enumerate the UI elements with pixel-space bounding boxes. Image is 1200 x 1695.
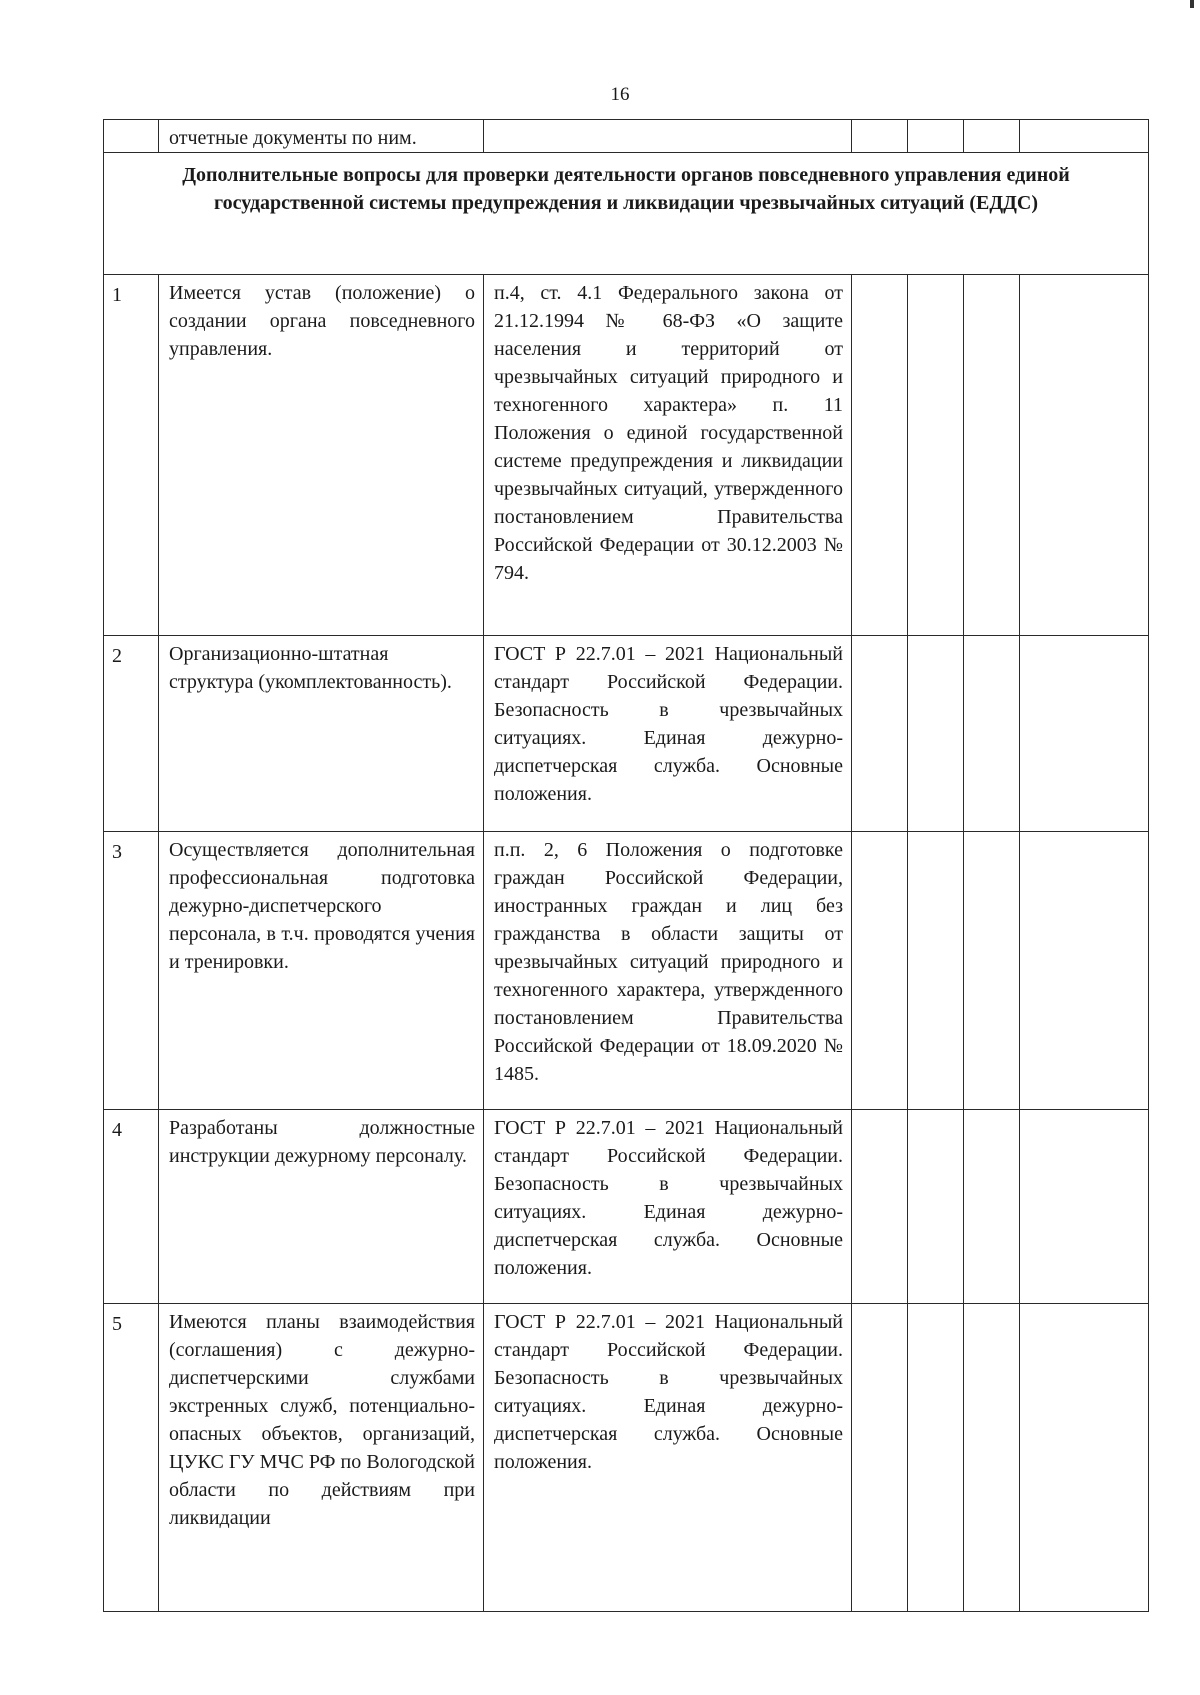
cell-no bbox=[908, 832, 964, 1110]
cell-num bbox=[104, 120, 159, 153]
row-number: 5 bbox=[104, 1304, 159, 1612]
row-number: 2 bbox=[104, 636, 159, 832]
question-text: Разработаны должностные инструкции дежурному персоналу. bbox=[159, 1110, 484, 1304]
cell-na bbox=[964, 832, 1020, 1110]
table-row bbox=[104, 1304, 1149, 1612]
cell-notes bbox=[1020, 120, 1149, 153]
legal-reference: п.4, ст. 4.1 Федерального закона от 21.12.1994 № 68-ФЗ «О защите населения и территорий от чрезвычайных ситуаций природного и техногенного характера» п. 11 Положения о единой государственной системе предупреждения и ликвидации чрезвычайных ситуаций, утвержденного постановлением Правительства Российской Федерации от 30.12.2003 № 794. bbox=[484, 275, 852, 636]
cell-na bbox=[964, 275, 1020, 636]
section-heading-row bbox=[104, 153, 1149, 275]
cell-no bbox=[908, 120, 964, 153]
cell-notes bbox=[1020, 275, 1149, 636]
cell-yes bbox=[852, 1110, 908, 1304]
cell-notes bbox=[1020, 1110, 1149, 1304]
cell-no bbox=[908, 1304, 964, 1612]
question-continuation: отчетные документы по ним. bbox=[159, 120, 484, 153]
cell-yes bbox=[852, 832, 908, 1110]
question-text: Имеются планы взаимодействия (соглашения) с дежурно-диспетчерскими службами экстренных служб, потенциально-опасных объектов, организаций, ЦУКС ГУ МЧС РФ по Вологодской области по действиям при ликвидации bbox=[159, 1304, 484, 1612]
cell-notes bbox=[1020, 832, 1149, 1110]
legal-reference: ГОСТ Р 22.7.01 – 2021 Национальный стандарт Российской Федерации. Безопасность в чрезвычайных ситуациях. Единая дежурно-диспетчерская служба. Основные положения. bbox=[484, 1304, 852, 1612]
table-row bbox=[104, 1110, 1149, 1304]
cell-na bbox=[964, 120, 1020, 153]
cell-yes bbox=[852, 636, 908, 832]
cell-na bbox=[964, 1304, 1020, 1612]
row-number: 4 bbox=[104, 1110, 159, 1304]
legal-reference: п.п. 2, 6 Положения о подготовке граждан Российской Федерации, иностранных граждан и лиц без гражданства в области защиты от чрезвычайных ситуаций природного и техногенного характера, утвержденного постановлением Правительства Российской Федерации от 18.09.2020 № 1485. bbox=[484, 832, 852, 1110]
cell-no bbox=[908, 275, 964, 636]
question-text: Осуществляется дополнительная профессиональная подготовка дежурно-диспетчерского персонала, в т.ч. проводятся учения и тренировки. bbox=[159, 832, 484, 1110]
cell-no bbox=[908, 636, 964, 832]
cell-notes bbox=[1020, 636, 1149, 832]
legal-reference: ГОСТ Р 22.7.01 – 2021 Национальный стандарт Российской Федерации. Безопасность в чрезвычайных ситуациях. Единая дежурно-диспетчерская служба. Основные положения. bbox=[484, 1110, 852, 1304]
cell-no bbox=[908, 1110, 964, 1304]
cell-notes bbox=[1020, 1304, 1149, 1612]
cell-reference bbox=[484, 120, 852, 153]
table-row bbox=[104, 832, 1149, 1110]
checklist-table bbox=[103, 119, 1149, 1612]
cell-na bbox=[964, 636, 1020, 832]
cell-yes bbox=[852, 275, 908, 636]
cell-yes bbox=[852, 120, 908, 153]
question-text: Имеется устав (положение) о создании органа повседневного управления. bbox=[159, 275, 484, 636]
row-number: 1 bbox=[104, 275, 159, 636]
table-row-continuation bbox=[104, 120, 1149, 153]
table-row bbox=[104, 636, 1149, 832]
row-number: 3 bbox=[104, 832, 159, 1110]
scan-mark bbox=[1190, 0, 1194, 8]
question-text: Организационно-штатная структура (укомплектованность). bbox=[159, 636, 484, 832]
cell-na bbox=[964, 1110, 1020, 1304]
cell-yes bbox=[852, 1304, 908, 1612]
legal-reference: ГОСТ Р 22.7.01 – 2021 Национальный стандарт Российской Федерации. Безопасность в чрезвычайных ситуациях. Единая дежурно-диспетчерская служба. Основные положения. bbox=[484, 636, 852, 832]
page-number: 16 bbox=[610, 84, 630, 105]
table-row bbox=[104, 275, 1149, 636]
section-heading: Дополнительные вопросы для проверки деятельности органов повседневного управления единой государственной системы предупреждения и ликвидации чрезвычайных ситуаций (ЕДДС) bbox=[104, 153, 1149, 275]
